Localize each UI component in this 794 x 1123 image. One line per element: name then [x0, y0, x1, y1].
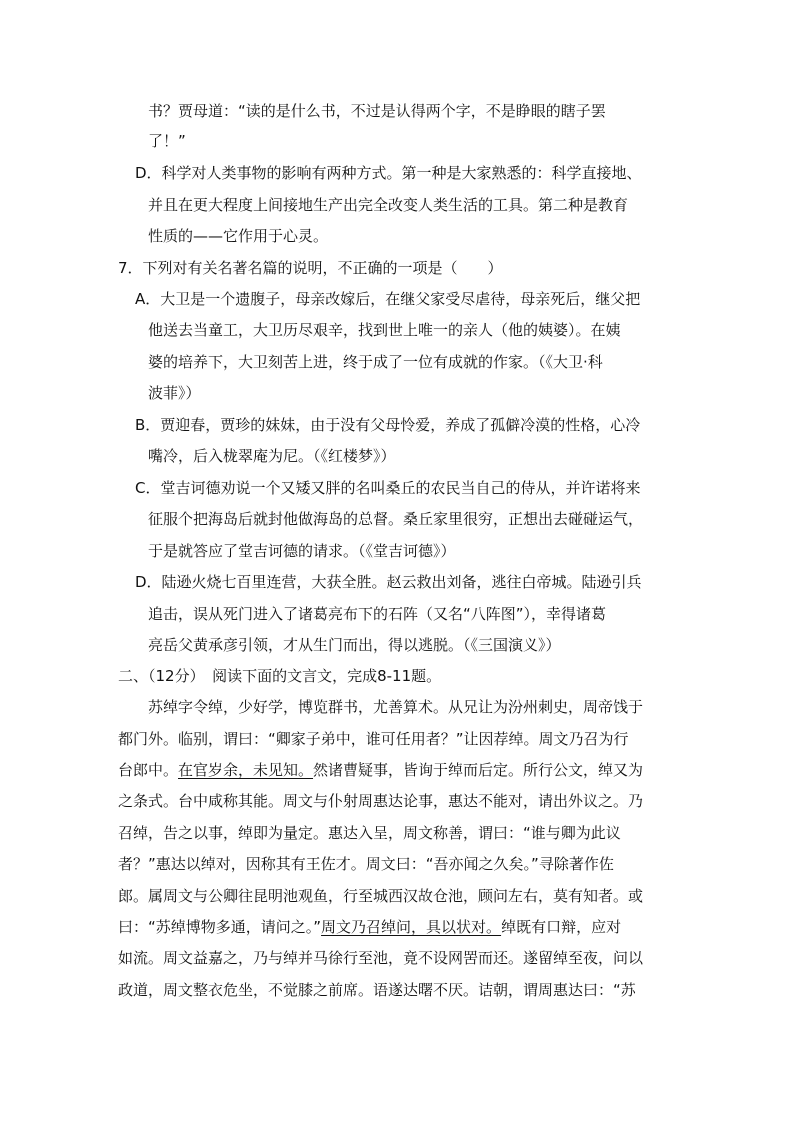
passage-line: 政道，周文整衣危坐，不觉膝之前席。语遂达曙不厌。诘朝，谓周惠达曰：“苏 [118, 981, 636, 999]
passage-line: 者？”惠达以绰对，因称其有王佐才。周文曰：“吾亦闻之久矣。”寻除著作佐 [118, 855, 614, 873]
text-line: 并且在更大程度上间接地生产出完全改变人类生活的工具。第二种是教育 [148, 196, 629, 214]
text-line: 于是就答应了堂吉诃德的请求。（《堂吉诃德》） [148, 542, 456, 560]
underlined-sentence: 在官岁余，未见知。 [178, 761, 314, 779]
text-line: 书？贾母道：“读的是什么书，不过是认得两个字，不是睁眼的瞎子罢 [148, 102, 606, 120]
text-line: 追击，误从死门进入了诸葛亮布下的石阵（又名“八阵图”），幸得诸葛 [148, 605, 607, 623]
passage-line: 都门外。临别，谓曰：“卿家子弟中，谁可任用者？”让因荐绰。周文乃召为行 [118, 730, 629, 748]
text-line: 性质的——它作用于心灵。 [148, 227, 329, 245]
option-b-line: B．贾迎春，贾珍的妹妹，由于没有父母怜爱，养成了孤僻冷漠的性格，心冷 [135, 416, 641, 434]
section-heading: 二、（12分） 阅读下面的文言文，完成8-11题。 [118, 667, 442, 685]
text-line: 征服个把海岛后就封他做海岛的总督。桑丘家里很穷，正想出去碰碰运气， [148, 510, 644, 528]
passage-line: 召绰，告之以事，绰即为量定。惠达入呈，周文称善，谓曰：“谁与卿为此议 [118, 824, 621, 842]
passage-line [118, 917, 621, 937]
option-c-line: C．堂吉诃德劝说一个又矮又胖的名叫桑丘的农民当自己的侍从，并许诺将来 [135, 479, 641, 497]
passage-line [118, 760, 643, 780]
question-stem: 7．下列对有关名著名篇的说明，不正确的一项是（ ） [118, 259, 503, 277]
text-line: 了！” [148, 132, 186, 150]
text-line: 婆的培养下，大卫刻苦上进，终于成了一位有成就的作家。（《大卫·科 [148, 353, 603, 371]
underlined-sentence: 周文乃召绰问，具以状对。 [321, 918, 502, 936]
passage-text: 台郎中。 [118, 761, 179, 779]
passage-line: 苏绰字令绰，少好学，博览群书，尤善算术。从兄让为汾州刺史，周帝饯于 [148, 698, 644, 716]
option-d-line: D．科学对人类事物的影响有两种方式。第一种是大家熟悉的：科学直接地、 [135, 164, 642, 182]
passage-line: 之条式。台中咸称其能。周文与仆射周惠达论事，惠达不能对，请出外议之。乃 [118, 792, 644, 810]
text-line: 嘴冷，后入栊翠庵为尼。（《红楼梦》） [148, 447, 396, 465]
passage-line: 如流。周文益嘉之，乃与绰并马徐行至池，竟不设网罟而还。遂留绰至夜，问以 [118, 949, 644, 967]
text-line: 他送去当童工，大卫历尽艰辛，找到世上唯一的亲人（他的姨婆）。在姨 [148, 321, 621, 339]
passage-line: 郎。属周文与公卿往昆明池观鱼，行至城西汉故仓池，顾问左右，莫有知者。或 [118, 887, 644, 905]
option-d-line: D．陆逊火烧七百里连营，大获全胜。赵云救出刘备，逃往白帝城。陆逊引兵 [135, 573, 642, 591]
text-line: 波菲》） [148, 384, 201, 402]
text-line: 亮岳父黄承彦引领，才从生门而出，得以逃脱。（《三国演义》） [148, 636, 561, 654]
passage-text: 然诸曹疑事，皆询于绰而后定。所行公文，绰又为 [313, 761, 644, 779]
option-a-line: A．大卫是一个遗腹子，母亲改嫁后，在继父家受尽虐待，母亲死后，继父把 [135, 290, 641, 308]
passage-text: 曰：“苏绰博物多通，请问之。” [118, 918, 322, 936]
passage-text: 绰既有口辩，应对 [501, 918, 622, 936]
